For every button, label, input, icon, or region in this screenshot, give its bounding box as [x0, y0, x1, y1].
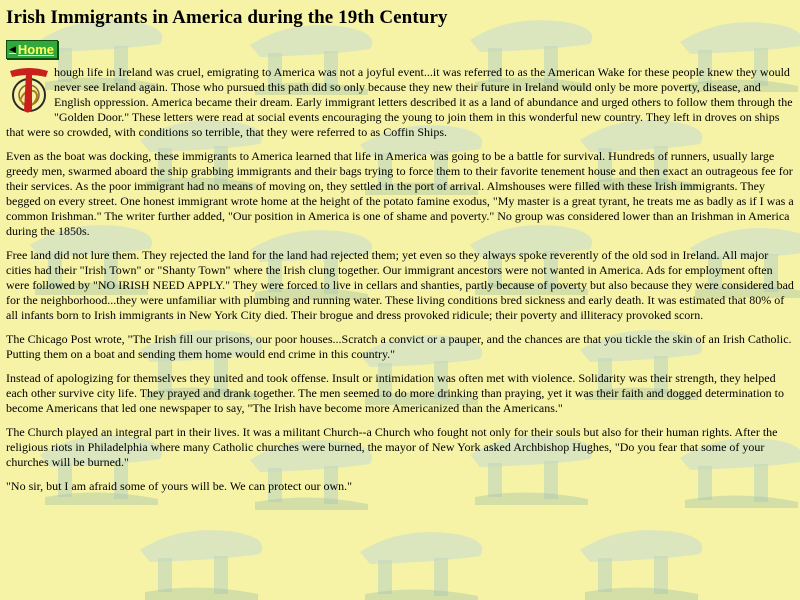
back-arrow-icon: ◀	[9, 44, 16, 54]
paragraph-3: Free land did not lure them. They rejected the land for the land had rejected them; yet even so they always spoke reverently of the old sod in Ireland. All major cities had their "Irish Town" or "Shanty Town" where the Irish clung together. Our immigrant ancestors were not wanted in America. Ads for employment often were followed by "NO IRISH NEED APPLY." They were forced to live in cellars and shanties, partly because of poverty but also because they were considered bad for the neighborhood...they were unfamiliar with plumbing and running water. These living conditions bred sickness and early death. It was estimated that 80% of all infants born to Irish immigrants in New York City died. Their brogue and dress provoked ridicule; their poverty and illiteracy provoked scorn.	[6, 248, 794, 322]
home-button-label: Home	[17, 42, 55, 57]
home-button[interactable]	[6, 40, 58, 59]
paragraph-2: Even as the boat was docking, these immigrants to America learned that life in America was going to be a battle for survival. Hundreds of runners, usually large greedy men, swarmed aboard the ship grabbing immigrants and their bags trying to force them to their favorite tenement house and then exact an outrageous fee for their services. As the poor immigrant had no means of moving on, they settled in the port of arrival. Almshouses were filled with these Irish immigrants. They begged on every street. One honest immigrant wrote home at the height of the potato famine exodus, "My master is a great tyrant, he treats me as badly as if I was a common Irishman." The writer further added, "Our position in America is one of shame and poverty." No group was considered lower than an Irishman in America during the 1850s.	[6, 149, 794, 238]
paragraph-4: The Chicago Post wrote, "The Irish fill our prisons, our poor houses...Scratch a convict or a pauper, and the chances are that you tickle the skin of an Irish Catholic. Putting them on a boat and sending them home would end crime in this country."	[6, 332, 792, 361]
celtic-dropcap-icon	[6, 65, 52, 119]
paragraph-5: Instead of apologizing for themselves they united and took offense. Insult or intimidation was often met with violence. Solidarity was their strength, they helped each other survive city life. They prayed and drank together. The men seemed to do more drinking than praying, yet it was their faith and dogged determination to become Americans that led one newspaper to say, "The Irish have become more Americanized than the Americans."	[6, 371, 784, 415]
paragraph-1-text: hough life in Ireland was cruel, emigrating to America was not a joyful event...it was referred to as the American Wake for these people knew they would never see Ireland again. Those who pursued this path did so only because they new their future in Ireland would only be more poverty, disease, and English oppression. America became their dream. Early immigrant letters described it as a land of abundance and urged others to follow them through the "Golden Door." These letters were read at social events encouraging the young to join them in this wonderful new country. They left in droves on ships that were so crowded, with conditions so terrible, that they were referred to as Coffin Ships.	[6, 65, 793, 139]
paragraph-7: "No sir, but I am afraid some of yours will be. We can protect our own."	[6, 479, 353, 493]
page-title: Irish Immigrants in America during the 19th Century	[6, 7, 448, 28]
paragraph-6: The Church played an integral part in their lives. It was a militant Church--a Church who fought not only for their souls but also for their human rights. After the religious riots in Philadelphia where many Catholic churches were burned, the mayor of New York asked Archbishop Hughes, "Do you fear that some of your churches will be burned."	[6, 425, 778, 469]
paragraph-1	[6, 65, 794, 140]
